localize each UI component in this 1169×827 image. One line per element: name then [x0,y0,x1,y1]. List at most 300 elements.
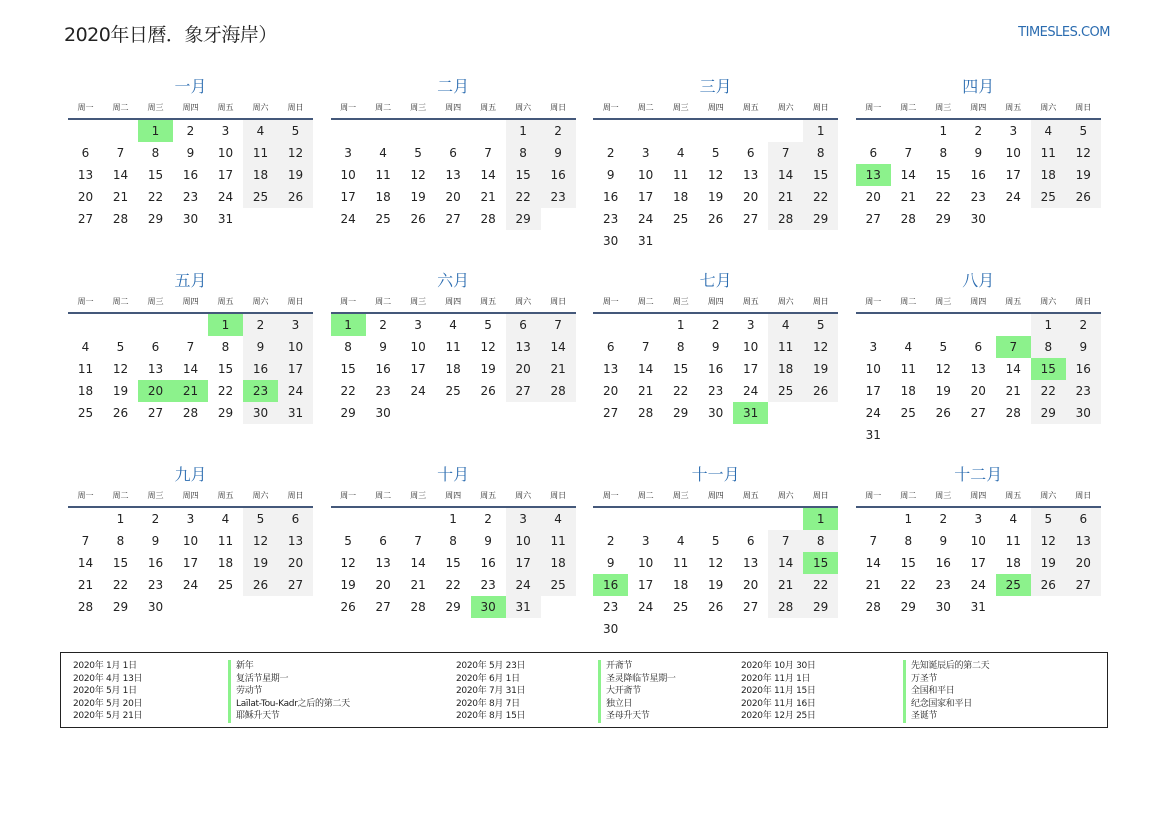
day-cell[interactable]: 23 [708,384,724,398]
day-cell[interactable]: 25 [900,406,916,420]
day-cell[interactable]: 11 [1031,142,1066,164]
day-cell[interactable]: 16 [1066,358,1101,380]
day-cell[interactable]: 13 [77,168,94,182]
holiday-day-cell[interactable]: 21 [173,380,208,402]
day-cell[interactable]: 23 [541,186,576,208]
day-cell[interactable]: 29 [147,212,164,226]
day-cell[interactable]: 30 [970,212,986,226]
day-cell[interactable]: 19 [243,552,278,574]
day-cell[interactable]: 19 [278,164,313,186]
day-cell[interactable]: 14 [1005,362,1021,376]
day-cell[interactable]: 28 [768,208,803,230]
day-cell[interactable]: 18 [217,556,234,570]
day-cell[interactable]: 15 [340,362,356,376]
day-cell[interactable]: 11 [445,340,461,354]
day-cell[interactable]: 29 [340,406,356,420]
day-cell[interactable]: 5 [278,120,313,142]
day-cell[interactable]: 17 [638,578,654,592]
day-cell[interactable]: 25 [375,212,391,226]
day-cell[interactable]: 10 [970,534,986,548]
day-cell[interactable]: 17 [1005,168,1021,182]
day-cell[interactable]: 3 [869,340,878,354]
day-cell[interactable]: 3 [746,318,755,332]
day-cell[interactable]: 13 [1066,530,1101,552]
day-cell[interactable]: 1 [506,120,541,142]
day-cell[interactable]: 6 [746,534,755,548]
day-cell[interactable]: 6 [506,314,541,336]
day-cell[interactable]: 9 [541,142,576,164]
day-cell[interactable]: 7 [186,340,195,354]
day-cell[interactable]: 10 [865,362,881,376]
day-cell[interactable]: 19 [708,190,724,204]
holiday-day-cell[interactable]: 30 [471,596,506,618]
day-cell[interactable]: 21 [480,190,496,204]
day-cell[interactable]: 19 [708,578,724,592]
day-cell[interactable]: 5 [116,340,125,354]
day-cell[interactable]: 17 [638,190,654,204]
day-cell[interactable]: 28 [410,600,426,614]
day-cell[interactable]: 22 [935,190,951,204]
day-cell[interactable]: 3 [278,314,313,336]
day-cell[interactable]: 20 [865,190,881,204]
day-cell[interactable]: 9 [606,556,615,570]
day-cell[interactable]: 2 [606,534,615,548]
day-cell[interactable]: 5 [1066,120,1101,142]
day-cell[interactable]: 8 [449,534,457,548]
day-cell[interactable]: 10 [278,336,313,358]
day-cell[interactable]: 27 [865,212,881,226]
day-cell[interactable]: 1 [803,120,838,142]
day-cell[interactable]: 28 [541,380,576,402]
day-cell[interactable]: 30 [1066,402,1101,424]
day-cell[interactable]: 22 [673,384,689,398]
day-cell[interactable]: 24 [743,384,759,398]
day-cell[interactable]: 17 [182,556,199,570]
day-cell[interactable]: 7 [414,534,422,548]
day-cell[interactable]: 29 [112,600,129,614]
day-cell[interactable]: 8 [1031,336,1066,358]
day-cell[interactable]: 19 [112,384,129,398]
day-cell[interactable]: 10 [410,340,426,354]
day-cell[interactable]: 28 [182,406,199,420]
day-cell[interactable]: 11 [1005,534,1021,548]
day-cell[interactable]: 21 [1005,384,1021,398]
day-cell[interactable]: 15 [147,168,164,182]
day-cell[interactable]: 15 [935,168,951,182]
day-cell[interactable]: 22 [147,190,164,204]
day-cell[interactable]: 25 [1031,186,1066,208]
day-cell[interactable]: 24 [1005,190,1021,204]
day-cell[interactable]: 17 [970,556,986,570]
day-cell[interactable]: 18 [1031,164,1066,186]
day-cell[interactable]: 10 [182,534,199,548]
day-cell[interactable]: 9 [151,534,160,548]
holiday-day-cell[interactable]: 23 [243,380,278,402]
day-cell[interactable]: 24 [410,384,426,398]
day-cell[interactable]: 31 [217,212,234,226]
day-cell[interactable]: 31 [865,428,881,442]
day-cell[interactable]: 29 [217,406,234,420]
day-cell[interactable]: 11 [243,142,278,164]
day-cell[interactable]: 30 [182,212,199,226]
day-cell[interactable]: 14 [768,552,803,574]
day-cell[interactable]: 25 [77,406,94,420]
day-cell[interactable]: 19 [935,384,951,398]
day-cell[interactable]: 16 [480,556,496,570]
day-cell[interactable]: 6 [278,508,313,530]
day-cell[interactable]: 12 [1031,530,1066,552]
day-cell[interactable]: 24 [638,212,654,226]
day-cell[interactable]: 21 [541,358,576,380]
day-cell[interactable]: 15 [217,362,234,376]
day-cell[interactable]: 31 [278,402,313,424]
day-cell[interactable]: 13 [743,168,759,182]
day-cell[interactable]: 9 [186,146,195,160]
day-cell[interactable]: 28 [900,212,916,226]
day-cell[interactable]: 2 [151,512,160,526]
day-cell[interactable]: 15 [673,362,689,376]
day-cell[interactable]: 2 [711,318,720,332]
holiday-day-cell[interactable]: 15 [1031,358,1066,380]
day-cell[interactable]: 5 [484,318,492,332]
day-cell[interactable]: 22 [340,384,356,398]
day-cell[interactable]: 15 [445,556,461,570]
day-cell[interactable]: 30 [243,402,278,424]
day-cell[interactable]: 21 [638,384,654,398]
day-cell[interactable]: 9 [484,534,492,548]
day-cell[interactable]: 15 [900,556,916,570]
day-cell[interactable]: 5 [414,146,422,160]
day-cell[interactable]: 4 [81,340,90,354]
day-cell[interactable]: 7 [904,146,913,160]
day-cell[interactable]: 27 [375,600,391,614]
day-cell[interactable]: 4 [243,120,278,142]
day-cell[interactable]: 17 [340,190,356,204]
day-cell[interactable]: 17 [278,358,313,380]
day-cell[interactable]: 8 [506,142,541,164]
day-cell[interactable]: 7 [116,146,125,160]
day-cell[interactable]: 14 [900,168,916,182]
day-cell[interactable]: 27 [1066,574,1101,596]
day-cell[interactable]: 16 [243,358,278,380]
day-cell[interactable]: 8 [344,340,352,354]
day-cell[interactable]: 16 [603,190,619,204]
day-cell[interactable]: 2 [186,124,195,138]
day-cell[interactable]: 2 [541,120,576,142]
day-cell[interactable]: 6 [379,534,387,548]
holiday-day-cell[interactable]: 1 [138,120,173,142]
holiday-day-cell[interactable]: 16 [593,574,628,596]
day-cell[interactable]: 4 [1031,120,1066,142]
day-cell[interactable]: 23 [182,190,199,204]
day-cell[interactable]: 3 [221,124,230,138]
day-cell[interactable]: 30 [147,600,164,614]
day-cell[interactable]: 14 [77,556,94,570]
day-cell[interactable]: 9 [243,336,278,358]
day-cell[interactable]: 12 [708,556,724,570]
day-cell[interactable]: 7 [484,146,492,160]
day-cell[interactable]: 7 [541,314,576,336]
holiday-day-cell[interactable]: 1 [331,314,366,336]
day-cell[interactable]: 13 [506,336,541,358]
day-cell[interactable]: 26 [803,380,838,402]
day-cell[interactable]: 24 [970,578,986,592]
day-cell[interactable]: 18 [243,164,278,186]
day-cell[interactable]: 5 [344,534,352,548]
day-cell[interactable]: 26 [480,384,496,398]
day-cell[interactable]: 28 [865,600,881,614]
day-cell[interactable]: 20 [603,384,619,398]
day-cell[interactable]: 29 [935,212,951,226]
day-cell[interactable]: 26 [243,574,278,596]
day-cell[interactable]: 25 [445,384,461,398]
day-cell[interactable]: 23 [603,212,619,226]
day-cell[interactable]: 20 [375,578,391,592]
day-cell[interactable]: 17 [743,362,759,376]
day-cell[interactable]: 8 [151,146,160,160]
day-cell[interactable]: 21 [900,190,916,204]
day-cell[interactable]: 14 [480,168,496,182]
day-cell[interactable]: 29 [506,208,541,230]
day-cell[interactable]: 16 [147,556,164,570]
day-cell[interactable]: 27 [445,212,461,226]
day-cell[interactable]: 23 [480,578,496,592]
day-cell[interactable]: 7 [768,142,803,164]
day-cell[interactable]: 6 [151,340,160,354]
day-cell[interactable]: 20 [743,190,759,204]
day-cell[interactable]: 28 [112,212,129,226]
day-cell[interactable]: 25 [673,212,689,226]
day-cell[interactable]: 4 [676,534,685,548]
day-cell[interactable]: 4 [449,318,457,332]
day-cell[interactable]: 2 [243,314,278,336]
day-cell[interactable]: 12 [278,142,313,164]
day-cell[interactable]: 22 [803,186,838,208]
day-cell[interactable]: 4 [1009,512,1018,526]
day-cell[interactable]: 29 [803,208,838,230]
day-cell[interactable]: 23 [970,190,986,204]
day-cell[interactable]: 19 [480,362,496,376]
day-cell[interactable]: 3 [186,512,195,526]
day-cell[interactable]: 23 [375,384,391,398]
day-cell[interactable]: 13 [375,556,391,570]
day-cell[interactable]: 18 [673,578,689,592]
day-cell[interactable]: 24 [638,600,654,614]
day-cell[interactable]: 12 [112,362,129,376]
day-cell[interactable]: 16 [375,362,391,376]
day-cell[interactable]: 27 [970,406,986,420]
day-cell[interactable]: 22 [1031,380,1066,402]
day-cell[interactable]: 15 [506,164,541,186]
day-cell[interactable]: 29 [1031,402,1066,424]
day-cell[interactable]: 6 [449,146,457,160]
day-cell[interactable]: 29 [803,596,838,618]
day-cell[interactable]: 12 [410,168,426,182]
day-cell[interactable]: 4 [541,508,576,530]
day-cell[interactable]: 21 [768,574,803,596]
day-cell[interactable]: 29 [673,406,689,420]
day-cell[interactable]: 13 [603,362,619,376]
day-cell[interactable]: 7 [768,530,803,552]
day-cell[interactable]: 19 [1066,164,1101,186]
day-cell[interactable]: 20 [743,578,759,592]
day-cell[interactable]: 26 [935,406,951,420]
day-cell[interactable]: 18 [541,552,576,574]
day-cell[interactable]: 23 [935,578,951,592]
day-cell[interactable]: 22 [506,186,541,208]
day-cell[interactable]: 24 [506,574,541,596]
day-cell[interactable]: 4 [379,146,387,160]
day-cell[interactable]: 16 [935,556,951,570]
holiday-day-cell[interactable]: 1 [803,508,838,530]
day-cell[interactable]: 6 [81,146,90,160]
day-cell[interactable]: 13 [970,362,986,376]
day-cell[interactable]: 18 [768,358,803,380]
day-cell[interactable]: 2 [606,146,615,160]
day-cell[interactable]: 22 [112,578,129,592]
day-cell[interactable]: 9 [379,340,387,354]
day-cell[interactable]: 14 [865,556,881,570]
day-cell[interactable]: 31 [970,600,986,614]
day-cell[interactable]: 24 [865,406,881,420]
day-cell[interactable]: 20 [445,190,461,204]
day-cell[interactable]: 14 [541,336,576,358]
day-cell[interactable]: 5 [711,534,720,548]
day-cell[interactable]: 12 [480,340,496,354]
day-cell[interactable]: 28 [480,212,496,226]
day-cell[interactable]: 16 [970,168,986,182]
day-cell[interactable]: 27 [743,212,759,226]
day-cell[interactable]: 1 [116,512,125,526]
day-cell[interactable]: 27 [506,380,541,402]
day-cell[interactable]: 7 [869,534,878,548]
day-cell[interactable]: 28 [77,600,94,614]
day-cell[interactable]: 13 [445,168,461,182]
day-cell[interactable]: 26 [410,212,426,226]
day-cell[interactable]: 10 [506,530,541,552]
day-cell[interactable]: 10 [638,556,654,570]
day-cell[interactable]: 9 [606,168,615,182]
day-cell[interactable]: 18 [673,190,689,204]
day-cell[interactable]: 30 [708,406,724,420]
day-cell[interactable]: 16 [541,164,576,186]
day-cell[interactable]: 3 [641,534,650,548]
holiday-day-cell[interactable]: 7 [996,336,1031,358]
day-cell[interactable]: 6 [746,146,755,160]
day-cell[interactable]: 25 [673,600,689,614]
day-cell[interactable]: 7 [641,340,650,354]
day-cell[interactable]: 19 [803,358,838,380]
site-link[interactable]: TIMESLES.COM [1018,25,1110,40]
day-cell[interactable]: 12 [340,556,356,570]
day-cell[interactable]: 1 [449,512,457,526]
day-cell[interactable]: 22 [445,578,461,592]
day-cell[interactable]: 22 [803,574,838,596]
day-cell[interactable]: 23 [603,600,619,614]
day-cell[interactable]: 12 [243,530,278,552]
day-cell[interactable]: 22 [217,384,234,398]
day-cell[interactable]: 24 [182,578,199,592]
day-cell[interactable]: 5 [243,508,278,530]
day-cell[interactable]: 14 [638,362,654,376]
day-cell[interactable]: 17 [410,362,426,376]
day-cell[interactable]: 24 [217,190,234,204]
day-cell[interactable]: 27 [603,406,619,420]
day-cell[interactable]: 11 [768,336,803,358]
day-cell[interactable]: 2 [974,124,983,138]
day-cell[interactable]: 30 [375,406,391,420]
day-cell[interactable]: 8 [904,534,913,548]
holiday-day-cell[interactable]: 1 [208,314,243,336]
day-cell[interactable]: 20 [1066,552,1101,574]
day-cell[interactable]: 15 [112,556,129,570]
day-cell[interactable]: 21 [77,578,94,592]
day-cell[interactable]: 21 [410,578,426,592]
day-cell[interactable]: 2 [939,512,948,526]
day-cell[interactable]: 17 [217,168,234,182]
day-cell[interactable]: 10 [743,340,759,354]
holiday-day-cell[interactable]: 15 [803,552,838,574]
day-cell[interactable]: 24 [278,380,313,402]
day-cell[interactable]: 14 [182,362,199,376]
holiday-day-cell[interactable]: 20 [138,380,173,402]
day-cell[interactable]: 20 [506,358,541,380]
day-cell[interactable]: 9 [939,534,948,548]
day-cell[interactable]: 8 [221,340,230,354]
day-cell[interactable]: 13 [147,362,164,376]
day-cell[interactable]: 28 [768,596,803,618]
day-cell[interactable]: 27 [77,212,94,226]
day-cell[interactable]: 27 [278,574,313,596]
day-cell[interactable]: 24 [340,212,356,226]
day-cell[interactable]: 11 [375,168,391,182]
day-cell[interactable]: 20 [970,384,986,398]
day-cell[interactable]: 2 [484,512,492,526]
day-cell[interactable]: 29 [900,600,916,614]
day-cell[interactable]: 26 [708,212,724,226]
day-cell[interactable]: 7 [81,534,90,548]
holiday-day-cell[interactable]: 25 [996,574,1031,596]
day-cell[interactable]: 8 [116,534,125,548]
day-cell[interactable]: 2 [379,318,387,332]
day-cell[interactable]: 1 [1031,314,1066,336]
day-cell[interactable]: 26 [1031,574,1066,596]
day-cell[interactable]: 16 [182,168,199,182]
day-cell[interactable]: 5 [1031,508,1066,530]
day-cell[interactable]: 20 [278,552,313,574]
day-cell[interactable]: 3 [641,146,650,160]
day-cell[interactable]: 26 [340,600,356,614]
day-cell[interactable]: 9 [711,340,720,354]
day-cell[interactable]: 13 [743,556,759,570]
day-cell[interactable]: 4 [221,512,230,526]
holiday-day-cell[interactable]: 31 [733,402,768,424]
day-cell[interactable]: 14 [112,168,129,182]
day-cell[interactable]: 8 [803,530,838,552]
day-cell[interactable]: 26 [278,186,313,208]
day-cell[interactable]: 27 [743,600,759,614]
day-cell[interactable]: 1 [676,318,685,332]
day-cell[interactable]: 3 [344,146,352,160]
day-cell[interactable]: 26 [1066,186,1101,208]
day-cell[interactable]: 23 [147,578,164,592]
day-cell[interactable]: 6 [869,146,878,160]
day-cell[interactable]: 26 [112,406,129,420]
day-cell[interactable]: 25 [541,574,576,596]
day-cell[interactable]: 21 [112,190,129,204]
day-cell[interactable]: 5 [939,340,948,354]
day-cell[interactable]: 21 [768,186,803,208]
